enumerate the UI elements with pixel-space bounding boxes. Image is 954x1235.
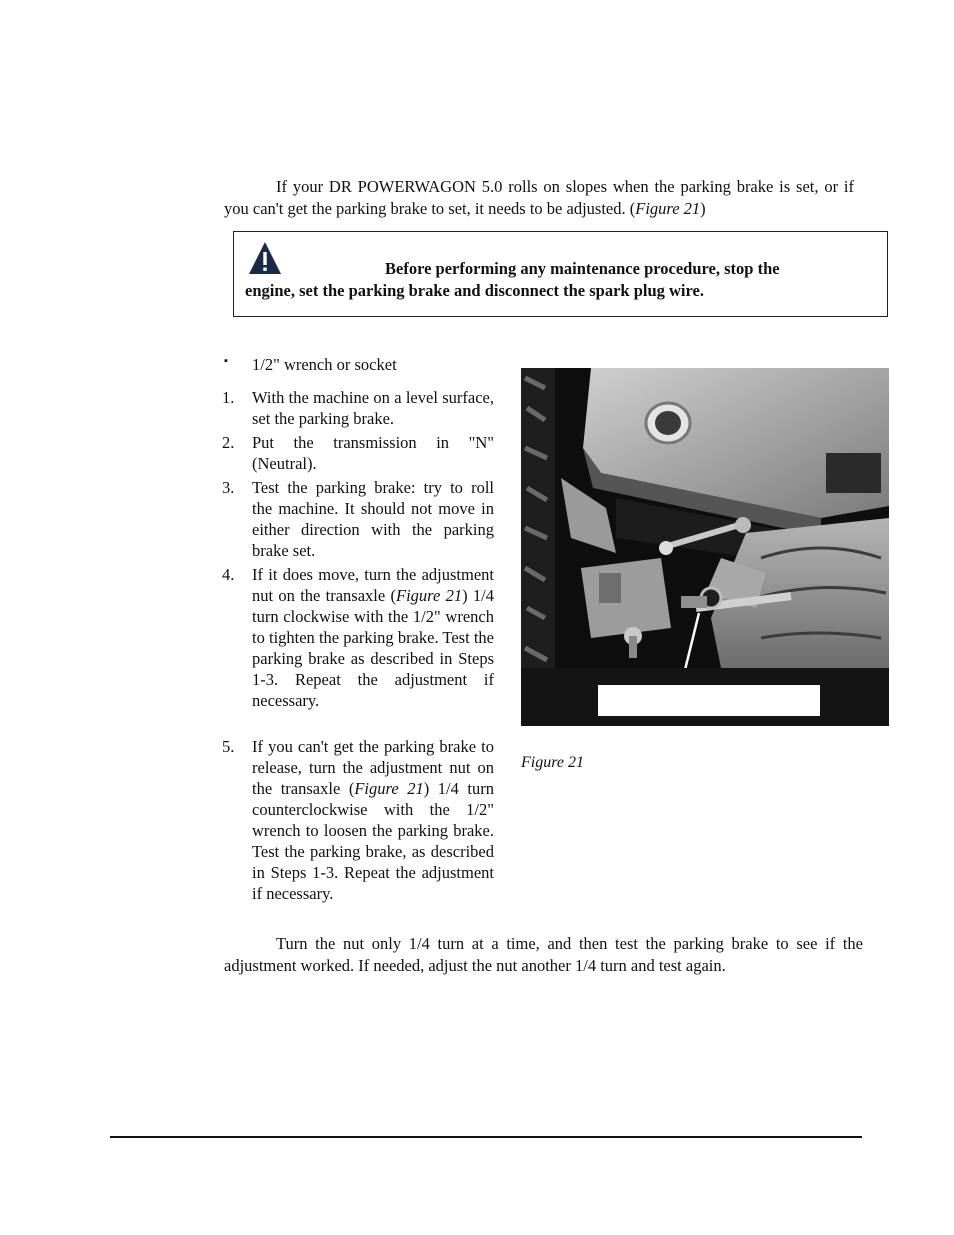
step-text: [252, 736, 494, 904]
tool-item: 1/2" wrench or socket: [252, 355, 397, 374]
warning-text: [245, 258, 847, 302]
figure-caption: Figure 21: [521, 754, 584, 771]
step-text-part: If it does move, turn the adjustment nut on the transaxle (: [252, 565, 494, 605]
warning-box: [233, 231, 888, 317]
figure-21-photo: [521, 368, 889, 726]
intro-figure-ref[interactable]: Figure 21: [635, 198, 701, 218]
footer-rule: [110, 1136, 862, 1138]
step-4: [222, 564, 494, 711]
step-number: 4.: [222, 565, 235, 584]
transaxle-photo: [521, 368, 889, 726]
step-number: 3.: [222, 478, 235, 497]
steps-list: [222, 387, 494, 917]
step-text: Put the transmission in "N" (Neutral).: [252, 433, 494, 473]
intro-text: If your DR POWERWAGON 5.0 rolls on slopes when the parking brake is set, or if you can't get the parking brake to set, it needs to be adjusted. (: [224, 177, 854, 218]
warning-line-1: Before performing any maintenance procedure, stop the: [385, 259, 780, 278]
step-figure-ref[interactable]: Figure 21: [354, 779, 424, 798]
intro-paragraph: [224, 176, 854, 219]
step-text-part: ) 1/4 turn counterclockwise with the 1/2" wrench to loosen the parking brake. Test the parking brake, as described in Steps 1-3. Repeat the adjustment if necessary.: [252, 779, 494, 903]
intro-text-end: ): [700, 198, 706, 218]
step-figure-ref[interactable]: Figure 21: [396, 586, 463, 605]
step-number: 1.: [222, 388, 235, 407]
step-5: [222, 736, 494, 904]
step-text-part: ) 1/4 turn clockwise with the 1/2" wrench to tighten the parking brake. Test the parking brake as described in Steps 1-3. Repeat the adjustment if necessary.: [252, 586, 494, 710]
step-number: 5.: [222, 737, 235, 756]
warning-line-2: engine, set the parking brake and disconnect the spark plug wire.: [245, 281, 704, 300]
step-text: Test the parking brake: try to roll the machine. It should not move in either direction with the parking brake set.: [252, 478, 494, 560]
step-text-part: If you can't get the parking brake to release, turn the adjustment nut on the transaxle (: [252, 737, 494, 798]
step-text: [252, 564, 494, 711]
step-2: [222, 432, 494, 474]
step-1: [222, 387, 494, 429]
step-number: 2.: [222, 433, 235, 452]
bullet-marker: ▪: [224, 355, 228, 367]
step-text: With the machine on a level surface, set the parking brake.: [252, 388, 494, 428]
note-paragraph: Turn the nut only 1/4 turn at a time, and then test the parking brake to see if the adjustment worked. If needed, adjust the nut another 1/4 turn and test again.: [224, 934, 863, 975]
step-3: [222, 477, 494, 561]
